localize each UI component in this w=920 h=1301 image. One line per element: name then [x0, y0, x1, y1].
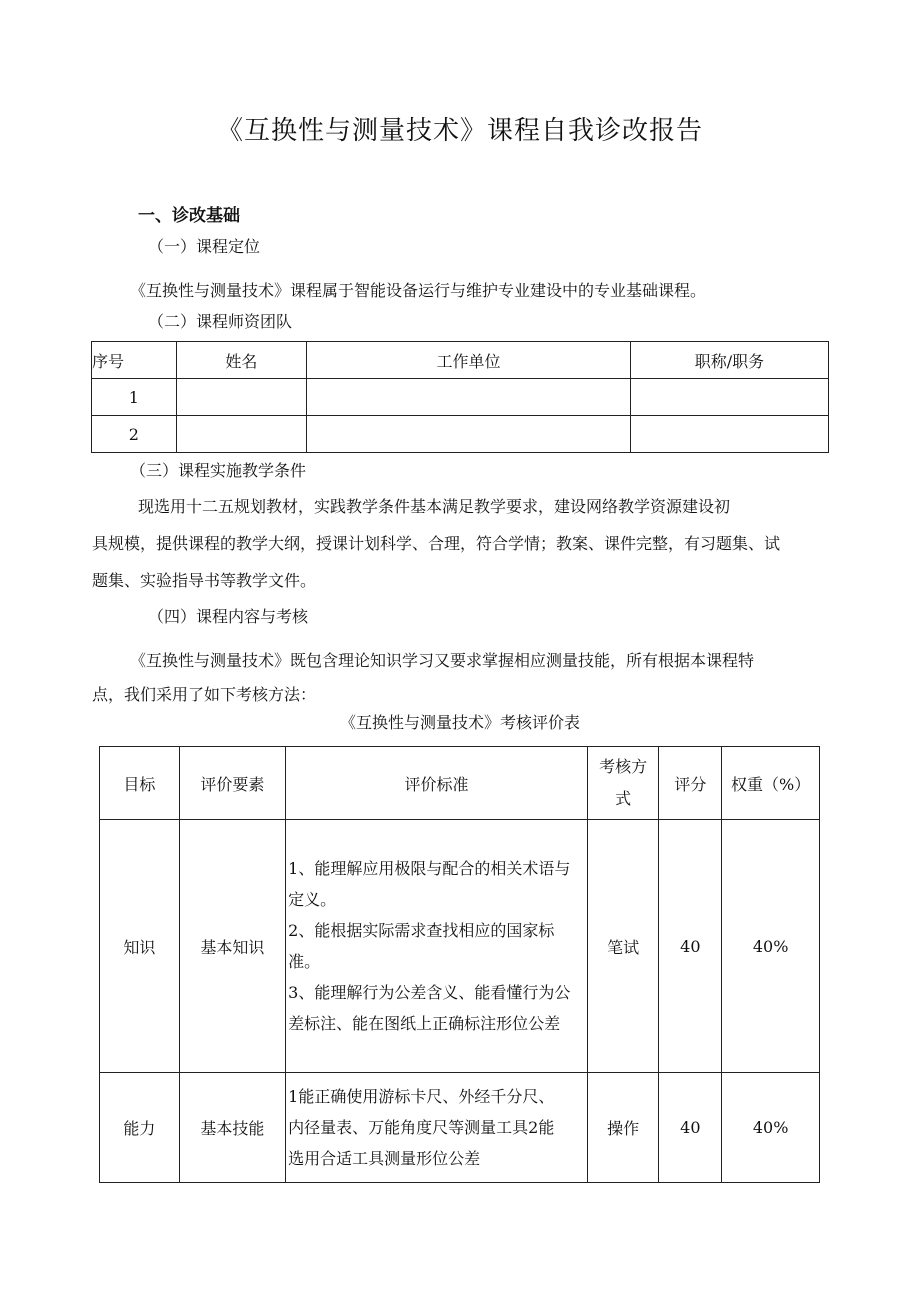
cell-workplace [307, 379, 631, 416]
header-title: 职称/职务 [630, 342, 828, 379]
paragraph-conditions-line3: 题集、实验指导书等教学文件。 [92, 571, 317, 590]
cell-workplace [307, 416, 631, 453]
header-goal: 目标 [100, 747, 180, 820]
standard-line: 选用合适工具测量形位公差 [288, 1149, 481, 1168]
cell-element: 基本知识 [179, 820, 286, 1073]
table-header-row [92, 342, 829, 379]
cell-score: 40 [659, 1073, 722, 1183]
header-index: 序号 [92, 342, 177, 379]
cell-element: 基本技能 [179, 1073, 286, 1183]
header-weight: 权重（%） [722, 747, 820, 820]
page-title: 《互换性与测量技术》课程自我诊改报告 [216, 116, 703, 146]
cell-method: 操作 [587, 1073, 659, 1183]
paragraph-assessment-line2: 点，我们采用了如下考核方法： [92, 685, 317, 704]
table-row [100, 820, 820, 1073]
cell-goal: 能力 [100, 1073, 180, 1183]
cell-weight: 40% [722, 820, 820, 1073]
cell-method: 笔试 [587, 820, 659, 1073]
cell-standard [286, 1073, 588, 1183]
subheading-content-assessment: （四）课程内容与考核 [148, 607, 309, 626]
table-row [92, 379, 829, 416]
standard-line: 3、能理解行为公差含义、能看懂行为公 [288, 983, 571, 1002]
cell-index: 1 [92, 379, 177, 416]
standard-line: 1、能理解应用极限与配合的相关术语与 [288, 859, 571, 878]
table-row [100, 1073, 820, 1183]
cell-goal: 知识 [100, 820, 180, 1073]
cell-name [176, 416, 306, 453]
table-row [92, 416, 829, 453]
team-table [91, 341, 829, 453]
header-name: 姓名 [176, 342, 306, 379]
header-workplace: 工作单位 [307, 342, 631, 379]
header-standard: 评价标准 [286, 747, 588, 820]
section-heading: 一、诊改基础 [138, 206, 240, 226]
paragraph-assessment-line1: 《互换性与测量技术》既包含理论知识学习又要求掌握相应测量技能，所有根据本课程特 [130, 651, 755, 670]
paragraph-conditions-line1: 现选用十二五规划教材，实践教学条件基本满足教学要求，建设网络教学资源建设初 [138, 497, 731, 516]
cell-title [630, 416, 828, 453]
standard-line: 定义。 [288, 890, 337, 909]
standard-line: 2、能根据实际需求查找相应的国家标 [288, 921, 555, 940]
subheading-teaching-conditions: （三）课程实施教学条件 [130, 461, 307, 480]
table-header-row [100, 747, 820, 820]
paragraph-conditions-line2: 具规模，提供课程的教学大纲，授课计划科学、合理，符合学情；教案、课件完整，有习题集、试 [92, 534, 781, 553]
table-caption: 《互换性与测量技术》考核评价表 [339, 713, 580, 732]
header-method-line1: 考核方 [599, 757, 648, 776]
paragraph-course-position: 《互换性与测量技术》课程属于智能设备运行与维护专业建设中的专业基础课程。 [130, 281, 707, 300]
cell-score: 40 [659, 820, 722, 1073]
standard-line: 准。 [288, 952, 321, 971]
cell-index: 2 [92, 416, 177, 453]
cell-title [630, 379, 828, 416]
subheading-teaching-team: （二）课程师资团队 [148, 312, 293, 331]
header-method-line2: 式 [615, 789, 632, 808]
standard-line: 差标注、能在图纸上正确标注形位公差 [288, 1014, 561, 1033]
cell-standard [286, 820, 588, 1073]
cell-name [176, 379, 306, 416]
assessment-table [99, 746, 820, 1183]
standard-line: 1能正确使用游标卡尺、外经千分尺、 [288, 1087, 555, 1106]
subheading-course-position: （一）课程定位 [148, 237, 261, 256]
header-elements: 评价要素 [179, 747, 286, 820]
standard-line: 内径量表、万能角度尺等测量工具2能 [288, 1118, 555, 1137]
header-score: 评分 [659, 747, 722, 820]
cell-weight: 40% [722, 1073, 820, 1183]
header-method [587, 747, 659, 820]
